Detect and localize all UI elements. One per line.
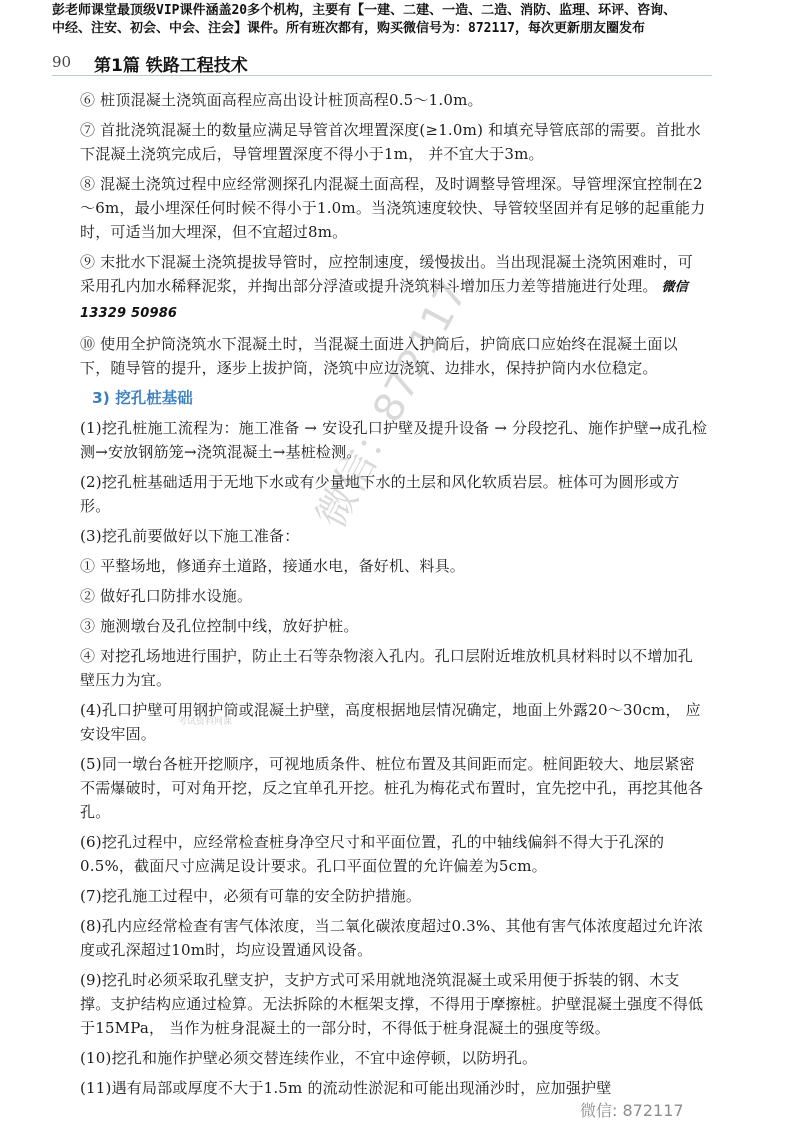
page-header [52, 51, 712, 76]
chapter-title: 第1篇 铁路工程技术 [94, 56, 248, 76]
item-4: (4)孔口护壁可用钢护筒或混凝土护壁，高度根据地层情况确定，地面上外露20～30cm， 应安设牢固。 [80, 701, 701, 743]
item-3-sub-2: ② 做好孔口防排水设施。 [80, 587, 253, 605]
banner-line-2: 中经、注安、初会、中会、注会】课件。所有班次都有，购买微信号为：872117，每次更新朋友圈发布 [52, 21, 645, 36]
diagonal-watermark: 微信：872117 [307, 273, 477, 536]
item-7: (7)挖孔施工过程中，必须有可靠的安全防护措施。 [80, 887, 422, 905]
item-10: (10)挖孔和施作护壁必须交替连续作业，不宜中途停顿，以防坍孔。 [80, 1049, 538, 1067]
item-2: (2)挖孔桩基础适用于无地下水或有少量地下水的土层和风化软质岩层。桩体可为圆形或方形。 [80, 473, 680, 515]
paragraph-6: ⑥ 桩顶混凝土浇筑面高程应高出设计桩顶高程0.5～1.0m。 [80, 91, 483, 109]
item-3-sub-1: ① 平整场地，修通弃土道路，接通水电，备好机、料具。 [80, 557, 465, 575]
item-9: (9)挖孔时必须采取孔壁支护，支护方式可采用就地浇筑混凝土或采用便于拆装的钢、木支撑。支护结构应通过检算。无法拆除的木框架支撑，不得用于摩擦桩。护壁混凝土强度不得低于15MPa， 当作为桩身混凝土的一部分时，不得低于桩身混凝土的强度等级。 [80, 971, 704, 1037]
item-3-sub-4: ④ 对挖孔场地进行围护，防止土石等杂物滚入孔内。孔口层附近堆放机具材料时以不增加孔壁压力为宜。 [80, 647, 693, 689]
page-body [80, 88, 708, 1106]
page-number: 90 [52, 53, 72, 71]
handwritten-note: 微信 13329 50986 [80, 280, 689, 321]
item-3: (3)挖孔前要做好以下施工准备： [80, 527, 300, 545]
paragraph-8: ⑧ 混凝土浇筑过程中应经常测探孔内混凝土面高程，及时调整导管埋深。导管埋深宜控制在2～6m，最小埋深任何时候不得小于1.0m。当浇筑速度较快、导管较坚固并有足够的起重能力时，可适当加大埋深，但不宜超过8m。 [80, 175, 706, 241]
item-6: (6)挖孔过程中，应经常检查桩身净空尺寸和平面位置，孔的中轴线偏斜不得大于孔深的0.5%，截面尺寸应满足设计要求。孔口平面位置的允许偏差为5cm。 [80, 833, 665, 875]
item-1: (1)挖孔桩施工流程为：施工准备 → 安设孔口护壁及提升设备 → 分段挖孔、施作护壁→成孔检测→安放钢筋笼→浇筑混凝土→基桩检测。 [80, 419, 708, 461]
item-3-sub-3: ③ 施测墩台及孔位控制中线，放好护桩。 [80, 617, 359, 635]
top-banner [52, 2, 772, 38]
banner-line-1: 彭老师课堂最顶级VIP课件涵盖20多个机构，主要有【一建、二建、一造、二造、消防、监理、环评、咨询、 [52, 3, 677, 18]
paragraph-7: ⑦ 首批浇筑混凝土的数量应满足导管首次埋置深度(≥1.0m) 和填充导管底部的需要。首批水下混凝土浇筑完成后，导管埋置深度不得小于1m， 并不宜大于3m。 [80, 121, 701, 163]
item-8: (8)孔内应经常检查有害气体浓度，当二氧化碳浓度超过0.3%、其他有害气体浓度超过允许浓度或孔深超过10m时，均应设置通风设备。 [80, 917, 704, 959]
corner-watermark: 微信: 872117 [580, 1101, 684, 1120]
section-heading: 3) 挖孔桩基础 [92, 389, 193, 407]
item-5: (5)同一墩台各桩开挖顺序，可视地质条件、桩位布置及其间距而定。桩间距较大、地层紧密不需爆破时，可对角开挖，反之宜单孔开挖。桩孔为梅花式布置时，宜先挖中孔，再挖其他各孔。 [80, 755, 704, 821]
paragraph-9 [80, 250, 708, 326]
item-11: (11)遇有局部或厚度不大于1.5m 的流动性淤泥和可能出现涌沙时，应加强护壁 [80, 1079, 612, 1097]
paragraph-10: ⑩ 使用全护筒浇筑水下混凝土时，当混凝土面进入护筒后，护筒底口应始终在混凝土面以下，随导管的提升，逐步上拔护筒，浇筑中应边浇筑、边排水，保持护筒内水位稳定。 [80, 335, 678, 377]
paragraph-9-text: ⑨ 末批水下混凝土浇筑提拔导管时，应控制速度，缓慢拔出。当出现混凝土浇筑困难时，可采用孔内加水稀释泥浆，并掏出部分浮渣或提升浇筑料斗增加压力差等措施进行处理。 [80, 253, 693, 295]
small-watermark: 考试资料网课 [178, 717, 233, 727]
